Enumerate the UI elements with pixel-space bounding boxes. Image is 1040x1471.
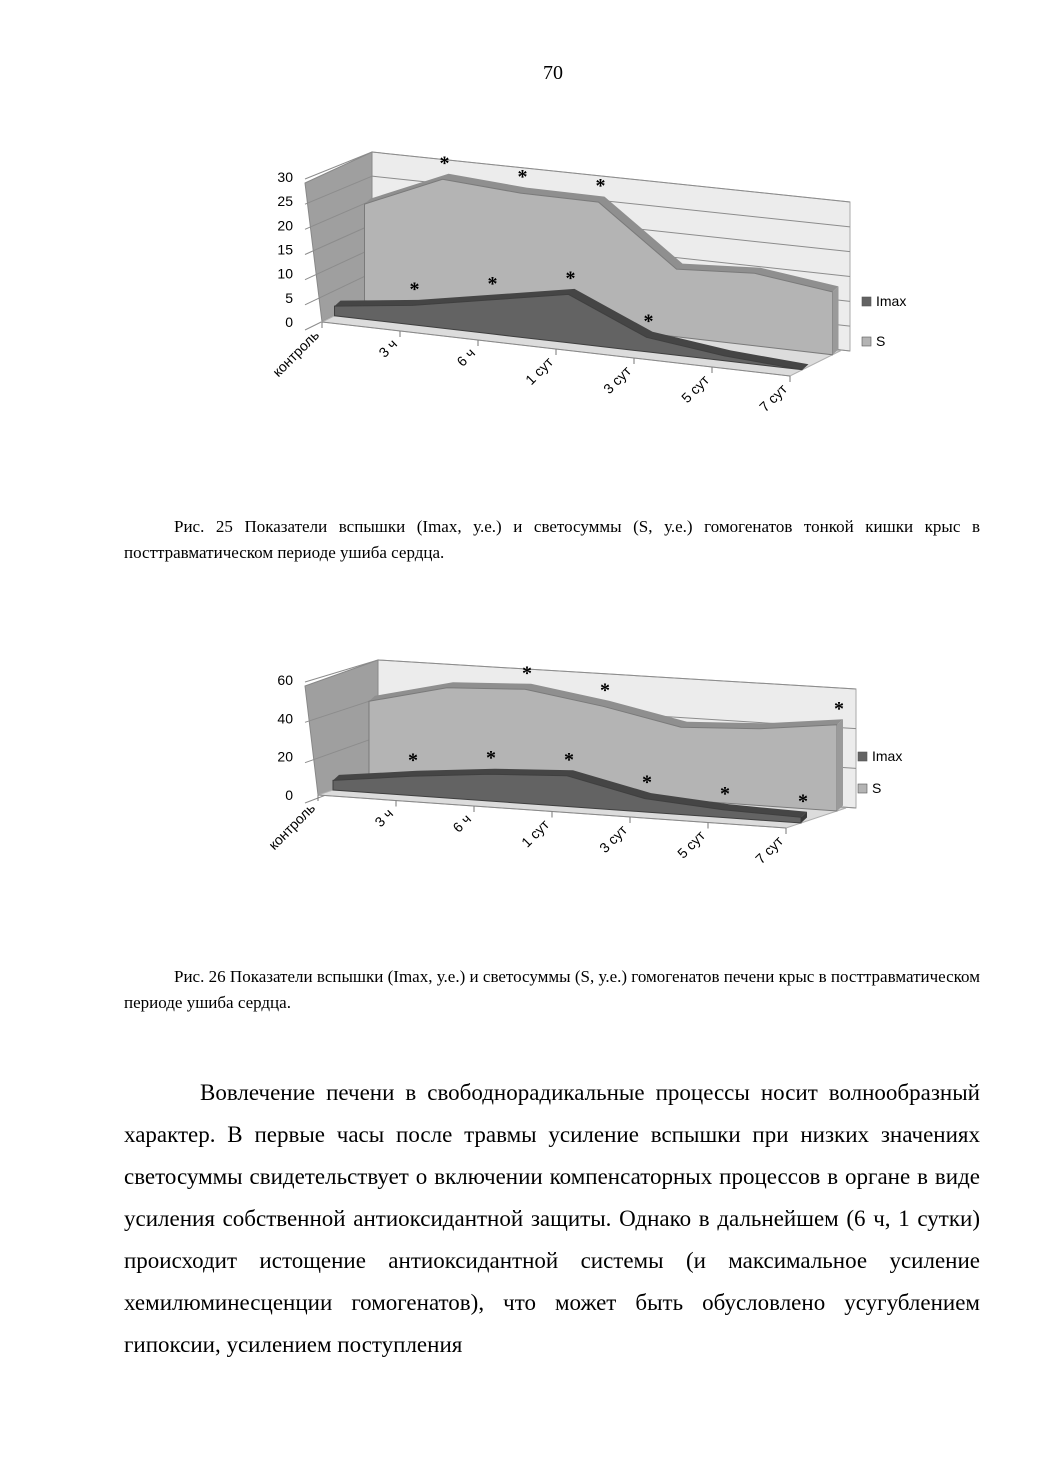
x-tick-label: 6 ч (453, 344, 479, 370)
legend-label-s: S (872, 780, 882, 796)
significance-marker: * (595, 175, 606, 198)
x-tick-label: 7 сут (752, 832, 787, 867)
y-tick-label: 15 (277, 241, 293, 258)
significance-marker: * (517, 166, 528, 189)
legend-label-imax: Imax (872, 748, 903, 764)
figure-caption-25 (124, 514, 980, 566)
x-tick-label: 6 ч (449, 810, 475, 836)
y-tick-label: 20 (277, 748, 293, 765)
x-tick-label: 3 ч (371, 805, 397, 831)
chart-fig25 (0, 130, 1040, 450)
body-paragraph-text: Вовлечение печени в свободнорадикальные процессы носит волнообразный характер. В первые часы после травмы усиление вспышки при низких значениях светосуммы свидетельствует о включении компенсаторных процессов в органе в виде усиления собственной антиоксидантной защиты. Однако в дальнейшем (6 ч, 1 сутки) происходит истощение антиоксидантной системы (и максимальное усиление хемилюминесценции гомогенатов), что может быть обусловлено усугублением гипоксии, усилением поступления (124, 1080, 980, 1357)
caption-text: Рис. 26 Показатели вспышки (Imax, у.е.) и светосуммы (S, у.е.) гомогенатов печени крыс в посттравматическом периоде ушиба сердца. (124, 967, 980, 1012)
body-paragraph (124, 1072, 980, 1366)
significance-marker: * (408, 749, 418, 772)
side-wall (305, 152, 372, 322)
significance-marker: * (486, 747, 496, 770)
significance-marker: * (487, 272, 498, 295)
y-tick-label: 25 (277, 193, 293, 210)
x-tick-label: 3 сут (596, 821, 631, 856)
x-tick-label: контроль (269, 326, 323, 380)
series-endcap-s (833, 286, 839, 354)
significance-marker: * (409, 278, 420, 301)
y-tick-label: 40 (277, 710, 293, 727)
x-tick-label: 1 сут (518, 816, 553, 851)
x-tick-label: 1 сут (522, 353, 557, 388)
legend-swatch-imax (862, 297, 871, 306)
legend-label-s: S (876, 333, 886, 349)
chart-fig26 (0, 640, 1040, 910)
x-tick-label: 5 сут (678, 371, 713, 406)
x-tick-label: 3 сут (600, 362, 635, 397)
legend-swatch-s (862, 337, 871, 346)
page-number: 70 (543, 62, 563, 84)
caption-text: Рис. 25 Показатели вспышки (Imax, у.е.) и светосуммы (S, у.е.) гомогенатов тонкой кишки крыс в посттравматическом периоде ушиба сердца. (124, 517, 980, 562)
legend-label-imax: Imax (876, 293, 907, 309)
significance-marker: * (564, 748, 574, 771)
y-tick-label: 30 (277, 169, 293, 185)
x-tick-label: контроль (265, 799, 319, 853)
y-tick-label: 0 (285, 314, 293, 330)
legend-swatch-imax (858, 752, 867, 761)
y-tick-label: 20 (277, 217, 293, 234)
y-tick-label: 10 (277, 265, 293, 282)
y-tick-label: 60 (277, 672, 293, 688)
series-endcap-s (837, 719, 843, 811)
significance-marker: * (720, 782, 730, 805)
legend-swatch-s (858, 784, 867, 793)
significance-marker: * (834, 697, 844, 720)
significance-marker: * (643, 310, 654, 333)
significance-marker: * (439, 152, 450, 175)
x-tick-label: 7 сут (756, 380, 791, 415)
y-tick-label: 5 (285, 289, 293, 306)
significance-marker: * (798, 790, 808, 813)
significance-marker: * (565, 267, 576, 290)
significance-marker: * (600, 679, 610, 702)
significance-marker: * (642, 771, 652, 794)
x-tick-label: 5 сут (674, 827, 709, 862)
x-tick-label: 3 ч (375, 335, 401, 361)
y-tick-label: 0 (285, 787, 293, 803)
figure-caption-26 (124, 964, 980, 1016)
significance-marker: * (522, 662, 532, 685)
